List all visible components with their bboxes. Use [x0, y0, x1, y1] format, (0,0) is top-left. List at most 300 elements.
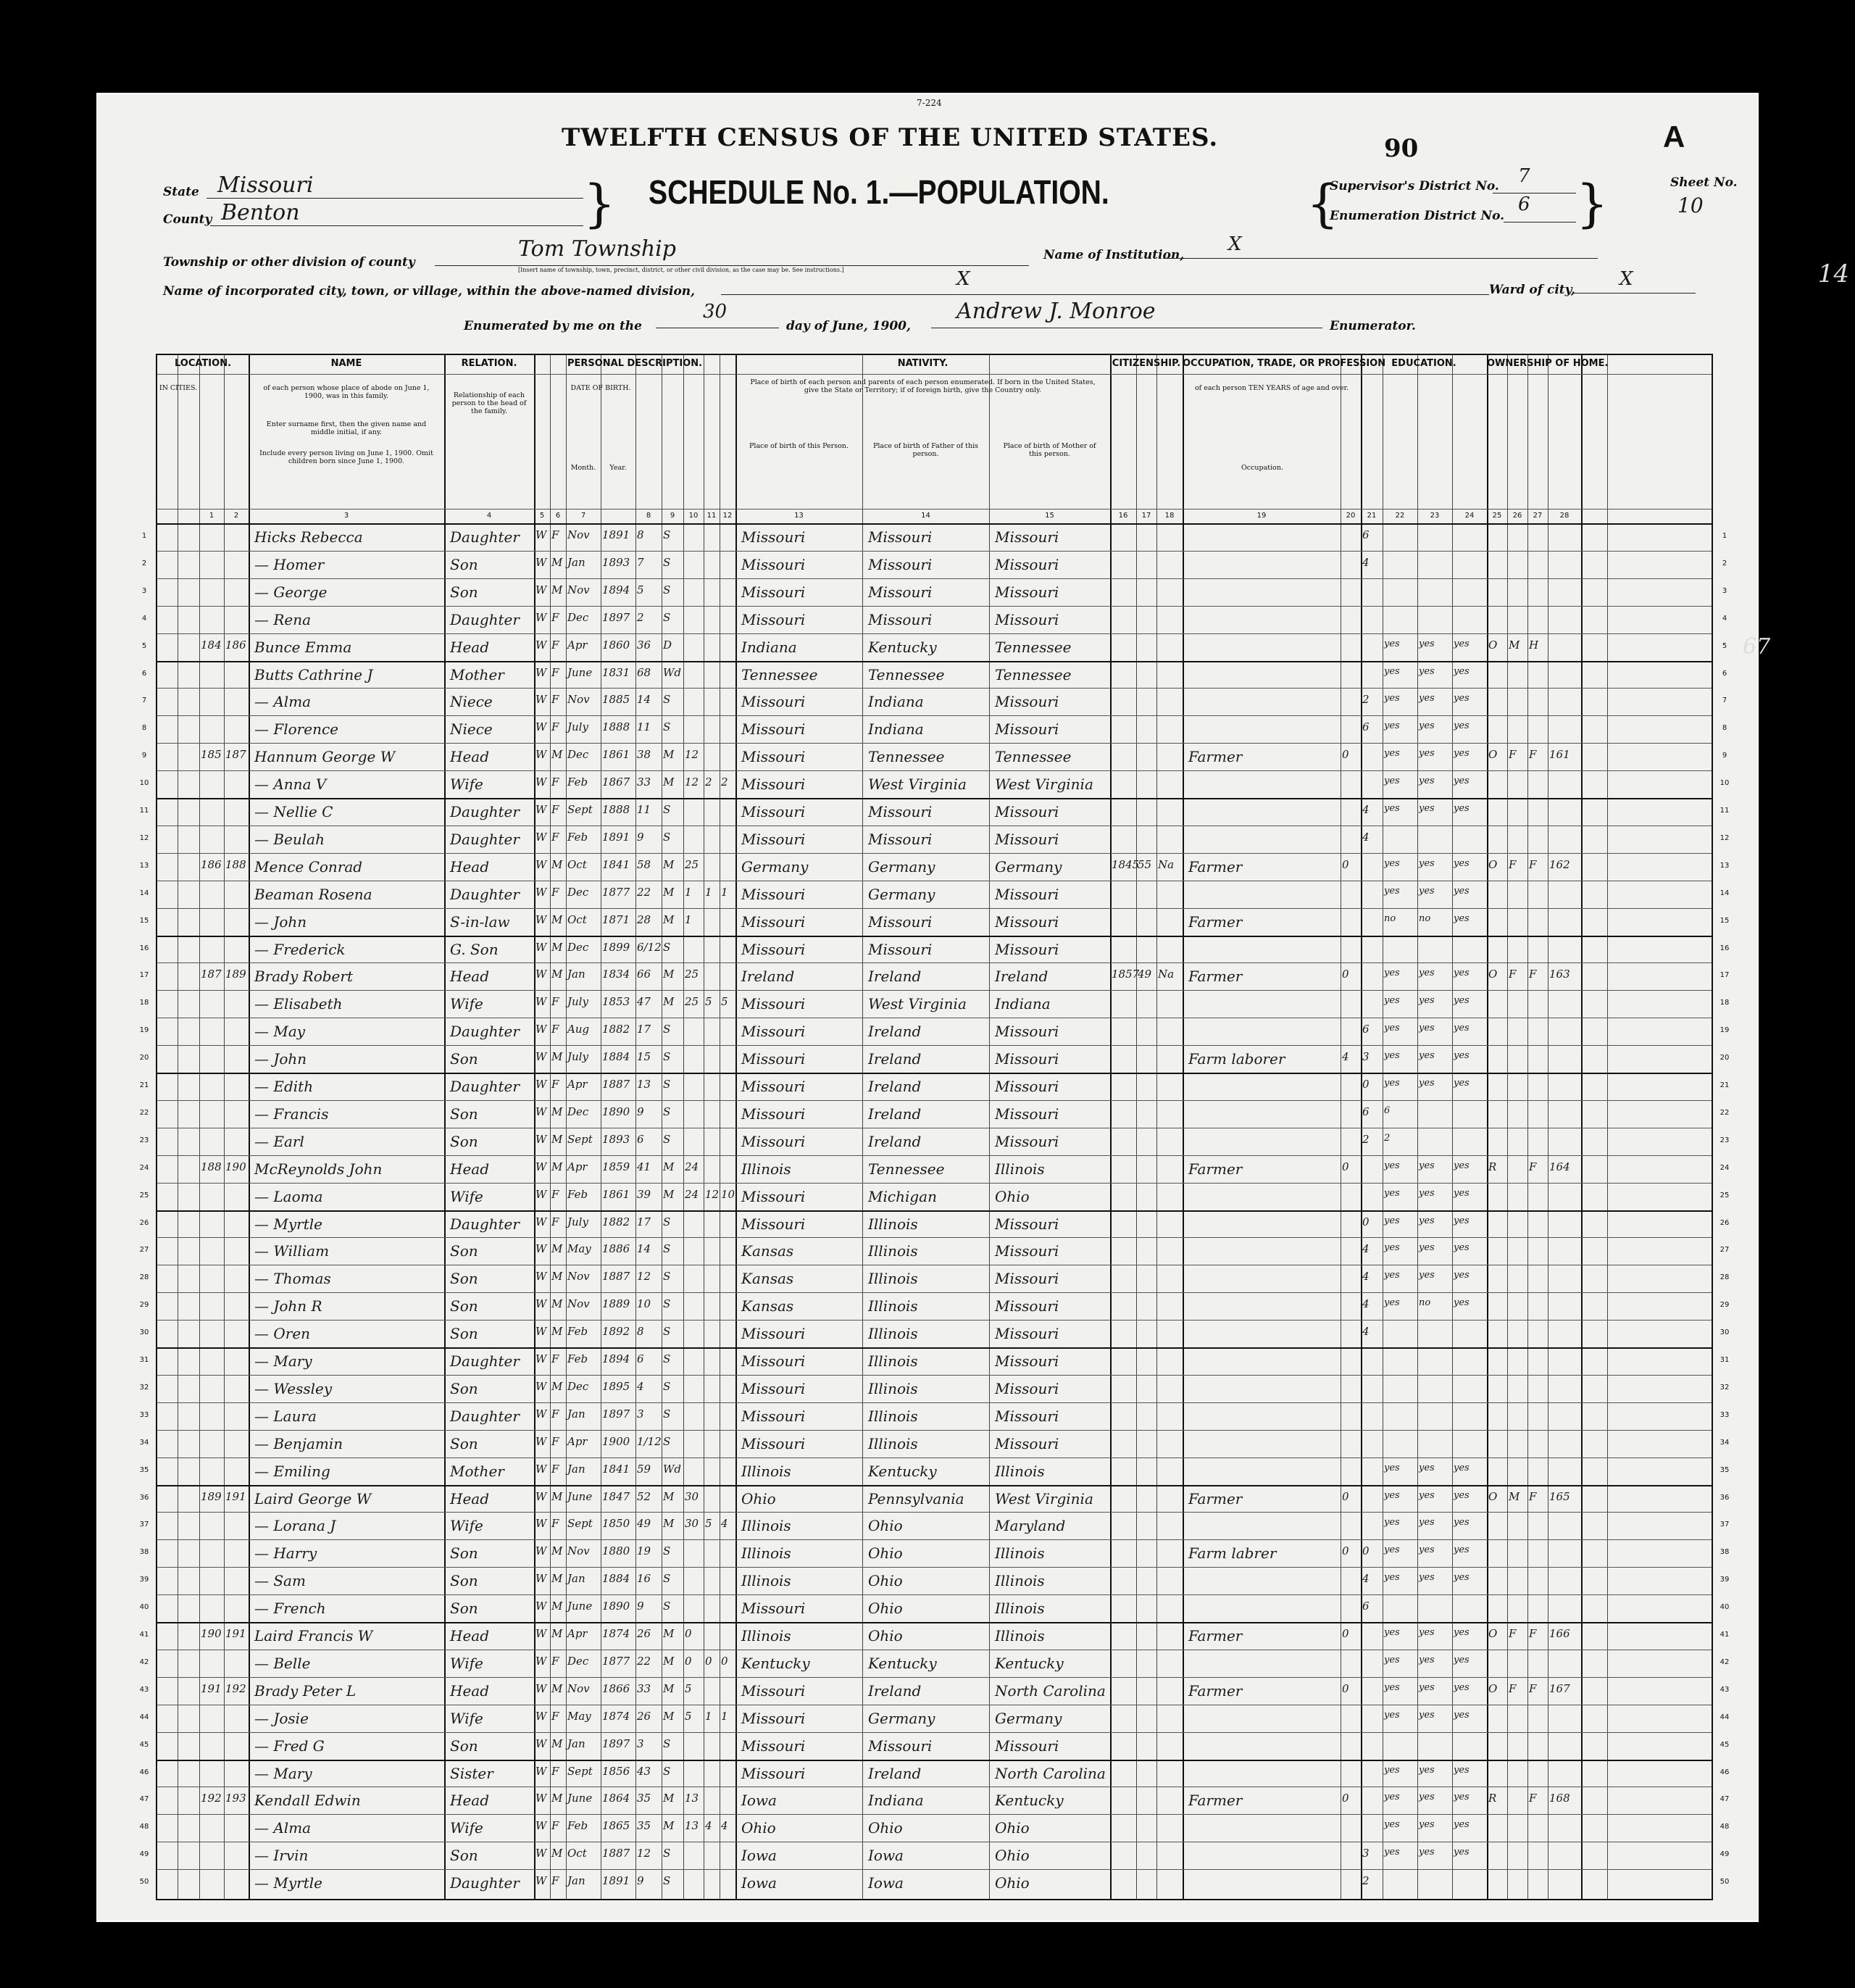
cell-color: W [535, 995, 547, 1009]
cell-bf: West Virginia [868, 775, 967, 794]
cell-occ: Farmer [1188, 968, 1243, 986]
cell-read: 2 [1384, 1132, 1391, 1144]
row-number-left: 33 [139, 1410, 149, 1419]
column-number: 7 [580, 512, 586, 520]
cell-rel: Head [450, 1681, 490, 1700]
row-divider [157, 1869, 1712, 1870]
cell-name: — Francis [254, 1105, 329, 1123]
cell-ym: 24 [685, 1160, 699, 1173]
cell-bf: Ireland [868, 1050, 922, 1068]
cell-age: 6 [637, 1132, 644, 1146]
cell-bm: Missouri [995, 1434, 1059, 1452]
cell-rel: Daughter [450, 885, 520, 903]
cell-bm: Missouri [995, 555, 1059, 573]
cell-mar: S [663, 583, 671, 596]
cell-month: Feb [567, 775, 588, 789]
cell-bf: West Virginia [868, 995, 967, 1013]
cell-age: 36 [637, 638, 651, 652]
column-number: 12 [722, 512, 733, 520]
cell-month: Feb [567, 1352, 588, 1365]
cell-bm: Ohio [995, 1847, 1030, 1865]
cell-month: Dec [567, 1379, 589, 1393]
city-value: X [956, 268, 970, 290]
cell-mar: M [663, 1681, 675, 1695]
census-sheet [98, 94, 1757, 1921]
cell-mo: 0 [1342, 1544, 1349, 1558]
cell-eng: yes [1454, 803, 1470, 814]
cell-eng: yes [1454, 638, 1470, 649]
cell-bf: Ohio [868, 1544, 903, 1563]
row-number-left: 44 [139, 1713, 149, 1721]
cell-mc: 1 [705, 1709, 712, 1723]
cell-color: W [535, 1270, 547, 1284]
cell-age: 33 [637, 1681, 651, 1695]
row-divider [157, 1457, 1712, 1458]
cell-write: yes [1419, 1627, 1435, 1638]
row-divider [157, 1732, 1712, 1733]
cell-read: yes [1384, 665, 1400, 677]
cell-ym: 25 [685, 995, 699, 1009]
cell-bp: Ohio [741, 1819, 776, 1837]
cell-write: yes [1419, 885, 1435, 897]
cell-bf: Kentucky [868, 638, 937, 656]
row-number-left: 47 [139, 1795, 149, 1804]
cell-bm: Ohio [995, 1187, 1030, 1205]
cell-fam: 188 [225, 857, 246, 871]
cell-age: 5 [637, 583, 644, 596]
row-number-right: 3 [1722, 586, 1727, 595]
cell-mo: 0 [1342, 1160, 1349, 1173]
cell-bm: Germany [995, 1709, 1062, 1727]
supervisor-value: 7 [1518, 165, 1530, 187]
cell-month: Dec [567, 748, 589, 762]
cell-sex: F [551, 830, 559, 844]
cell-bp: Missouri [741, 1352, 806, 1370]
column-number: 13 [794, 512, 804, 520]
cell-month: Nov [567, 528, 590, 541]
row-number-left: 45 [139, 1740, 149, 1749]
cell-own: O [1488, 638, 1498, 652]
cell-ym: 1 [685, 885, 692, 899]
cell-year: 1834 [602, 968, 630, 981]
group-header-relation: RELATION. [461, 358, 517, 369]
cell-mc: 12 [705, 1187, 720, 1201]
cell-year: 1847 [602, 1489, 630, 1503]
cell-sex: M [551, 1270, 563, 1284]
cell-cl: 10 [721, 1187, 735, 1201]
cell-mar: S [663, 1379, 671, 1393]
subheader-year: Year. [609, 464, 627, 472]
cell-year: 1882 [602, 1215, 630, 1228]
cell-occ: Farmer [1188, 1681, 1243, 1700]
cell-mar: D [663, 638, 672, 652]
cell-bp: Missouri [741, 1764, 806, 1782]
county-value: Benton [221, 200, 300, 225]
subheader-occupation-desc: of each person TEN YEARS of age and over. [1194, 384, 1349, 392]
cell-month: July [567, 995, 588, 1009]
row-divider [157, 1485, 1712, 1486]
row-divider [157, 770, 1712, 771]
cell-eng: yes [1454, 1215, 1470, 1226]
cell-mo: 0 [1342, 857, 1349, 871]
cell-name: — Lorana J [254, 1517, 336, 1535]
row-divider [157, 1155, 1712, 1156]
row-divider [157, 1100, 1712, 1101]
row-number-right: 33 [1719, 1410, 1730, 1419]
cell-read: yes [1384, 1847, 1400, 1858]
cell-color: W [535, 1847, 547, 1860]
row-number-right: 49 [1719, 1850, 1730, 1859]
cell-bf: Missouri [868, 528, 933, 546]
cell-read: yes [1384, 803, 1400, 814]
row-number-left: 49 [139, 1850, 149, 1859]
cell-color: W [535, 748, 547, 762]
cell-sex: M [551, 1600, 563, 1613]
cell-age: 22 [637, 1654, 651, 1668]
row-divider [157, 1814, 1712, 1815]
cell-bm: Missouri [995, 830, 1059, 848]
cell-month: Jan [567, 1874, 585, 1888]
cell-bm: Missouri [995, 528, 1059, 546]
cell-month: Apr [567, 1627, 588, 1640]
row-divider [157, 1622, 1712, 1623]
cell-color: W [535, 1600, 547, 1613]
cell-year: 1841 [602, 857, 630, 871]
cell-bp: Missouri [741, 1737, 806, 1755]
cell-farm: F [1529, 968, 1537, 981]
cell-ym: 12 [685, 748, 699, 762]
group-header-location: LOCATION. [174, 358, 232, 369]
cell-read: yes [1384, 1517, 1400, 1529]
margin-note-top: 14 [1817, 259, 1849, 288]
cell-write: yes [1419, 1050, 1435, 1062]
cell-imm: 1845 [1112, 857, 1140, 871]
row-number-left: 23 [139, 1136, 149, 1144]
cell-sch: 2 [1362, 1874, 1370, 1888]
cell-bm: Ohio [995, 1819, 1030, 1837]
cell-bm: Missouri [995, 1325, 1059, 1343]
cell-write: yes [1419, 1819, 1435, 1831]
cell-bm: Missouri [995, 720, 1059, 739]
row-number-left: 8 [141, 724, 147, 733]
row-number-left: 26 [139, 1218, 149, 1227]
cell-bp: Ireland [741, 968, 795, 986]
cell-ym: 25 [685, 857, 699, 871]
cell-name: — John [254, 912, 307, 931]
cell-color: W [535, 1407, 547, 1421]
cell-eng: yes [1454, 1792, 1470, 1803]
cell-rel: Wife [450, 1819, 483, 1837]
cell-year: 1884 [602, 1572, 630, 1586]
cell-nat: Na [1158, 857, 1175, 871]
cell-write: yes [1419, 693, 1435, 704]
row-divider [157, 908, 1712, 909]
row-number-left: 3 [141, 586, 147, 595]
cell-ym: 0 [685, 1627, 692, 1640]
row-divider [157, 853, 1712, 854]
row-number-right: 40 [1719, 1603, 1730, 1612]
cell-sex: M [551, 1544, 563, 1558]
cell-bf: Missouri [868, 912, 933, 931]
cell-read: yes [1384, 1627, 1400, 1638]
cell-month: Jan [567, 1462, 585, 1476]
cell-color: W [535, 610, 547, 624]
cell-sch: 4 [1362, 803, 1370, 816]
row-number-left: 27 [139, 1246, 149, 1255]
cell-mar: S [663, 1078, 671, 1091]
cell-bf: Tennessee [868, 1160, 945, 1178]
cell-rel: Son [450, 1434, 478, 1452]
cell-bf: Ireland [868, 1764, 922, 1782]
cell-month: Apr [567, 638, 588, 652]
subheader-name-note: Enter surname first, then the given name and middle initial, if any. [266, 420, 427, 436]
cell-year: 1861 [602, 1187, 630, 1201]
cell-year: 1853 [602, 995, 630, 1009]
cell-age: 15 [637, 1050, 651, 1064]
cell-bm: Illinois [995, 1572, 1045, 1590]
cell-name: — Josie [254, 1709, 309, 1727]
cell-bf: Ireland [868, 1132, 922, 1150]
cell-age: 8 [637, 528, 644, 541]
cell-bp: Missouri [741, 1105, 806, 1123]
cell-year: 1856 [602, 1764, 630, 1778]
row-number-left: 15 [139, 916, 149, 925]
cell-rel: Sister [450, 1764, 493, 1782]
cell-bp: Missouri [741, 885, 806, 903]
column-number: 5 [539, 512, 545, 520]
cell-bf: Indiana [868, 693, 924, 711]
cell-rel: Wife [450, 1654, 483, 1672]
cell-fam: 187 [225, 748, 246, 762]
cell-read: 6 [1384, 1105, 1391, 1116]
cell-farm: F [1529, 1681, 1537, 1695]
column-number: 23 [1430, 512, 1440, 520]
cell-name: — Nellie C [254, 803, 333, 820]
cell-bp: Missouri [741, 1379, 806, 1397]
cell-fam: 186 [225, 638, 246, 652]
cell-write: yes [1419, 1023, 1435, 1034]
cell-month: Feb [567, 1325, 588, 1339]
cell-ym: 30 [685, 1489, 699, 1503]
cell-month: Feb [567, 1187, 588, 1201]
cell-age: 22 [637, 885, 651, 899]
cell-sex: F [551, 1215, 559, 1228]
row-number-left: 22 [139, 1108, 149, 1117]
cell-mar: S [663, 1434, 671, 1448]
cell-year: 1894 [602, 583, 630, 596]
cell-mar: S [663, 610, 671, 624]
cell-sex: F [551, 1819, 559, 1833]
row-divider [157, 1045, 1712, 1046]
cell-name: — Wessley [254, 1379, 333, 1397]
cell-bm: Missouri [995, 1132, 1059, 1150]
cell-read: yes [1384, 1462, 1400, 1473]
cell-color: W [535, 857, 547, 871]
row-divider [157, 825, 1712, 826]
cell-cl: 5 [721, 995, 728, 1009]
cell-read: yes [1384, 1572, 1400, 1584]
cell-mo: 0 [1342, 1681, 1349, 1695]
row-divider [157, 1375, 1712, 1376]
cell-sch: 2 [1362, 1132, 1370, 1146]
row-divider [157, 990, 1712, 991]
cell-cl: 0 [721, 1654, 728, 1668]
cell-bm: Missouri [995, 1737, 1059, 1755]
cell-sex: F [551, 693, 559, 707]
cell-write: no [1419, 912, 1431, 924]
cell-mo: 0 [1342, 1489, 1349, 1503]
cell-free: F [1509, 1681, 1517, 1695]
subheader-nativity-desc: Place of birth of each person and parents of each person enumerated. If born in the United States, give the State or Territory; if of foreign birth, give the Country only. [750, 378, 1096, 394]
cell-mar: M [663, 885, 675, 899]
cell-eng: yes [1454, 693, 1470, 704]
cell-read: yes [1384, 1242, 1400, 1254]
cell-bm: Maryland [995, 1517, 1066, 1535]
cell-year: 1894 [602, 1352, 630, 1365]
cell-age: 33 [637, 775, 651, 789]
cell-bp: Missouri [741, 912, 806, 931]
column-number: 10 [688, 512, 699, 520]
cell-color: W [535, 1050, 547, 1064]
cell-mar: M [663, 912, 675, 926]
column-number: 21 [1367, 512, 1377, 520]
cell-bp: Ohio [741, 1489, 776, 1507]
cell-bp: Missouri [741, 1407, 806, 1425]
subheader-occupation: Occupation. [1241, 464, 1283, 472]
cell-color: W [535, 1709, 547, 1723]
row-divider [157, 1292, 1712, 1293]
cell-bf: Ireland [868, 1078, 922, 1095]
cell-color: W [535, 885, 547, 899]
cell-year: 1877 [602, 1654, 630, 1668]
cell-ym: 5 [685, 1681, 692, 1695]
cell-bp: Missouri [741, 693, 806, 711]
cell-eng: yes [1454, 1462, 1470, 1473]
cell-sch: 3 [1362, 1050, 1370, 1064]
cell-sex: M [551, 1489, 563, 1503]
cell-bp: Iowa [741, 1874, 777, 1892]
cell-year: 1859 [602, 1160, 630, 1173]
cell-sch: 4 [1362, 1270, 1370, 1284]
row-number-right: 43 [1719, 1685, 1730, 1694]
cell-name: — Edith [254, 1078, 314, 1095]
cell-sex: M [551, 1050, 563, 1064]
cell-name: McReynolds John [254, 1160, 383, 1178]
cell-read: yes [1384, 1544, 1400, 1556]
cell-bm: Ohio [995, 1874, 1030, 1892]
cell-sex: F [551, 1462, 559, 1476]
cell-write: yes [1419, 1764, 1435, 1776]
cell-bf: Illinois [868, 1242, 918, 1260]
cell-bm: West Virginia [995, 775, 1093, 794]
row-divider [157, 1210, 1712, 1212]
cell-name: — Earl [254, 1132, 304, 1150]
cell-bm: Missouri [995, 940, 1059, 958]
cell-bf: Kentucky [868, 1654, 937, 1672]
cell-eng: yes [1454, 1078, 1470, 1089]
cell-bp: Kansas [741, 1297, 794, 1315]
cell-mar: S [663, 528, 671, 541]
cell-read: yes [1384, 1297, 1400, 1309]
row-number-left: 28 [139, 1273, 149, 1282]
cell-eng: yes [1454, 1187, 1470, 1199]
cell-ym: 13 [685, 1792, 699, 1805]
cell-mar: S [663, 1132, 671, 1146]
cell-sex: M [551, 1681, 563, 1695]
row-number-right: 21 [1719, 1081, 1730, 1089]
column-number: 6 [555, 512, 561, 520]
cell-month: July [567, 720, 588, 734]
cell-age: 59 [637, 1462, 651, 1476]
cell-age: 16 [637, 1572, 651, 1586]
cell-bp: Missouri [741, 1709, 806, 1727]
cell-age: 41 [637, 1160, 651, 1173]
subheader-name-include: Include every person living on June 1, 1900. Omit children born since June 1, 1900. [259, 449, 433, 465]
cell-rel: Daughter [450, 1078, 520, 1095]
cell-sch: 6 [1362, 1105, 1370, 1118]
cell-month: Dec [567, 940, 589, 954]
cell-dw: 191 [201, 1681, 222, 1695]
cell-own: O [1488, 1681, 1498, 1695]
cell-cl: 1 [721, 885, 728, 899]
row-divider [157, 936, 1712, 937]
cell-year: 1899 [602, 940, 630, 954]
cell-mc: 5 [705, 1517, 712, 1531]
cell-bp: Missouri [741, 1325, 806, 1343]
cell-rel: Son [450, 555, 478, 573]
institution-label: Name of Institution, [1043, 248, 1185, 262]
cell-read: yes [1384, 857, 1400, 869]
row-number-right: 44 [1719, 1713, 1730, 1721]
cell-age: 4 [637, 1379, 644, 1393]
cell-month: June [567, 1600, 593, 1613]
enumerator-name: Andrew J. Monroe [956, 299, 1156, 324]
cell-sex: F [551, 1517, 559, 1531]
cell-bm: Ireland [995, 968, 1049, 986]
cell-year: 1874 [602, 1709, 630, 1723]
cell-age: 12 [637, 1270, 651, 1284]
cell-eng: yes [1454, 1160, 1470, 1171]
row-number-left: 24 [139, 1163, 149, 1172]
cell-read: yes [1384, 885, 1400, 897]
cell-rel: Head [450, 1792, 490, 1810]
cell-sex: M [551, 1132, 563, 1146]
cell-eng: yes [1454, 665, 1470, 677]
cell-name: — Mary [254, 1764, 312, 1782]
cell-read: yes [1384, 1681, 1400, 1693]
cell-year: 1895 [602, 1379, 630, 1393]
cell-rel: Son [450, 1270, 478, 1288]
city-label: Name of incorporated city, town, or village, within the above-named division, [163, 284, 696, 299]
cell-age: 68 [637, 665, 651, 679]
cell-read: yes [1384, 995, 1400, 1007]
cell-color: W [535, 1215, 547, 1228]
cell-eng: yes [1454, 1023, 1470, 1034]
cell-bf: Pennsylvania [868, 1489, 964, 1507]
cell-name: — Myrtle [254, 1215, 322, 1233]
column-number: 25 [1492, 512, 1502, 520]
cell-rel: Head [450, 857, 490, 876]
cell-mar: S [663, 940, 671, 954]
cell-bf: Ohio [868, 1819, 903, 1837]
cell-sex: M [551, 1627, 563, 1640]
cell-age: 26 [637, 1627, 651, 1640]
row-number-left: 31 [139, 1356, 149, 1364]
cell-read: yes [1384, 1792, 1400, 1803]
cell-occ: Farmer [1188, 857, 1243, 876]
subheader-date-of-birth: DATE OF BIRTH. [570, 384, 631, 392]
cell-bm: Missouri [995, 1270, 1059, 1288]
